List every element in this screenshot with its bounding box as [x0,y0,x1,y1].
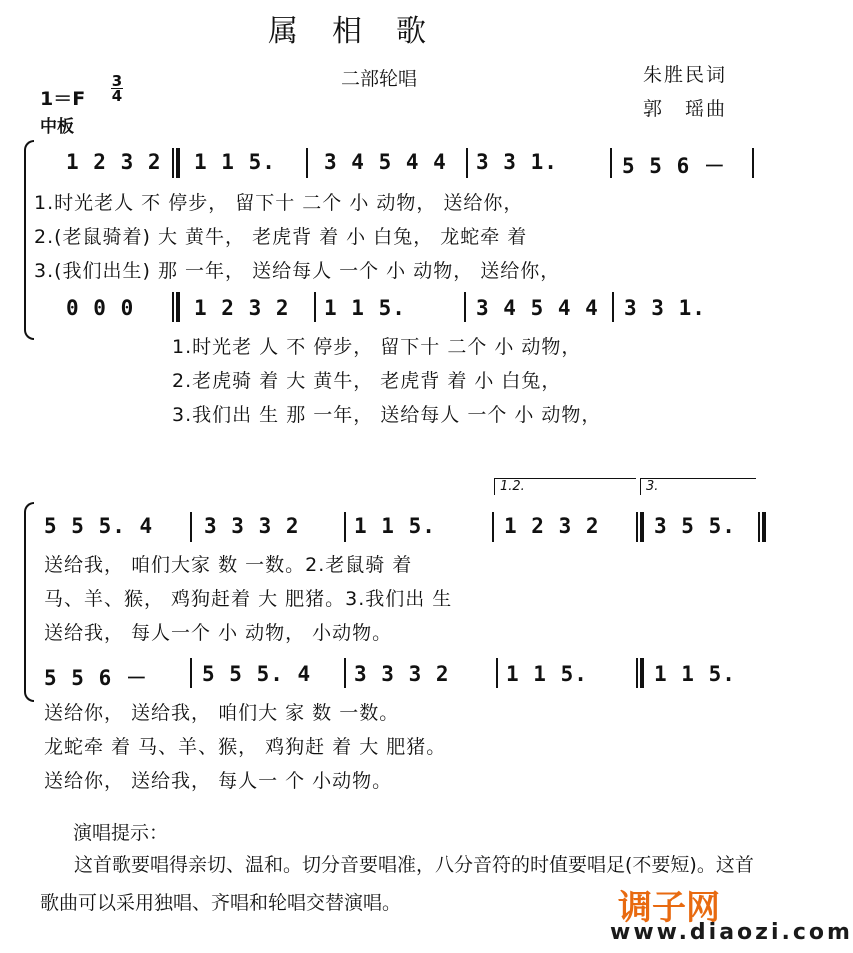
s1-part1-lyric-1: 1.时光老人 不 停步， 留下十 二个 小 动物， 送给你， [34,192,524,214]
s1-part2-lyric-3: 3.我们出 生 那 一年， 送给每人 一个 小 动物， [172,404,602,426]
s1-part2-repeat-line [172,292,174,322]
time-signature [111,74,123,103]
time-signature-bottom: 4 [111,87,123,105]
s1-part2-lyric-2: 2.老虎骑 着 大 黄牛， 老虎背 着 小 白兔， [172,370,562,392]
barline [344,512,346,542]
s1-part1-lyric-3: 3.(我们出生) 那 一年， 送给每人 一个 小 动物， 送给你， [34,260,561,282]
hint-text: 这首歌要唱得亲切、温和。切分音要唱准，八分音符的时值要唱足(不要短)。这首歌曲可以采用独唱、齐唱和轮唱交替演唱。 [40,854,754,914]
lyricist-credit: 朱胜民词 [643,64,728,86]
barline [464,292,466,322]
s2-part2-measure-4: 1 1 5. [506,662,588,686]
s2-part1-lyric-3: 送给我， 每人一个 小 动物， 小动物。 [44,622,393,644]
s2-part1-lyric-1: 送给我， 咱们大家 数 一数。2.老鼠骑 着 [44,554,413,576]
key-signature: 1＝F [40,88,86,110]
barline [190,512,192,542]
s2-part2-measure-5: 1 1 5. [654,662,736,686]
repeat-end-bar [640,658,644,688]
barline [314,292,316,322]
barline [496,658,498,688]
s2-part1-measure-3: 1 1 5. [354,514,436,538]
volta-3: 3. [640,478,756,495]
s1-part2-measure-2: 1 2 3 2 [194,296,290,320]
barline [752,148,754,178]
s1-part1-measure-4: 3 3 1. [476,150,558,174]
s1-part1-measure-1: 1 2 3 2 [66,150,162,174]
repeat-end-line [636,658,638,688]
s2-part2-lyric-3: 送给你， 送给我， 每人一 个 小动物。 [44,770,393,792]
s1-part2-measure-1: 0 0 0 [66,296,135,320]
s1-part2-measure-3: 1 1 5. [324,296,406,320]
song-subtitle: 二部轮唱 [341,68,418,90]
final-bar [762,512,766,542]
s1-part1-measure-2: 1 1 5. [194,150,276,174]
song-title: 属相歌 [268,14,460,49]
s2-part1-lyric-2: 马、羊、猴， 鸡狗赶着 大 肥猪。3.我们出 生 [44,588,453,610]
barline [610,148,612,178]
barline [344,658,346,688]
s2-part2-measure-3: 3 3 3 2 [354,662,450,686]
volta-1-2: 1.2. [494,478,636,495]
hint-title: 演唱提示： [73,822,169,844]
s1-part1-lyric-2: 2.(老鼠骑着) 大 黄牛， 老虎背 着 小 白兔， 龙蛇牵 着 [34,226,528,248]
final-bar-line [758,512,760,542]
watermark-url: www.diaozi.com [610,920,853,945]
s1-part1-measure-3: 3 4 5 4 4 [324,150,447,174]
s2-part2-lyric-2: 龙蛇牵 着 马、羊、猴， 鸡狗赶 着 大 肥猪。 [44,736,447,758]
s2-part2-measure-1: 5 5 6 － [44,666,148,690]
s2-part1-measure-1: 5 5 5. 4 [44,514,154,538]
s1-part1-measure-5: 5 5 6 － [622,154,726,178]
s2-part1-measure-4: 1 2 3 2 [504,514,600,538]
repeat-end-bar [640,512,644,542]
barline [612,292,614,322]
time-signature-top: 3 [111,72,123,90]
repeat-end-line [636,512,638,542]
s1-repeat-start-bar [176,148,180,178]
s1-repeat-start-line [172,148,174,178]
tempo-marking: 中板 [40,117,74,137]
s1-part2-lyric-1: 1.时光老 人 不 停步， 留下十 二个 小 动物， [172,336,582,358]
system-2-brace [24,502,34,702]
s2-part2-measure-2: 5 5 5. 4 [202,662,312,686]
s1-part2-measure-4: 3 4 5 4 4 [476,296,599,320]
system-1-brace [24,140,34,340]
s2-part1-measure-5: 3 5 5. [654,514,736,538]
barline [492,512,494,542]
barline [466,148,468,178]
watermark-logo: 调子网 [618,888,720,928]
s2-part1-measure-2: 3 3 3 2 [204,514,300,538]
composer-credit: 郭 瑶曲 [643,98,728,120]
barline [306,148,308,178]
s2-part2-lyric-1: 送给你， 送给我， 咱们大 家 数 一数。 [44,702,400,724]
s1-part2-repeat-bar [176,292,180,322]
barline [190,658,192,688]
s1-part2-measure-5: 3 3 1. [624,296,706,320]
